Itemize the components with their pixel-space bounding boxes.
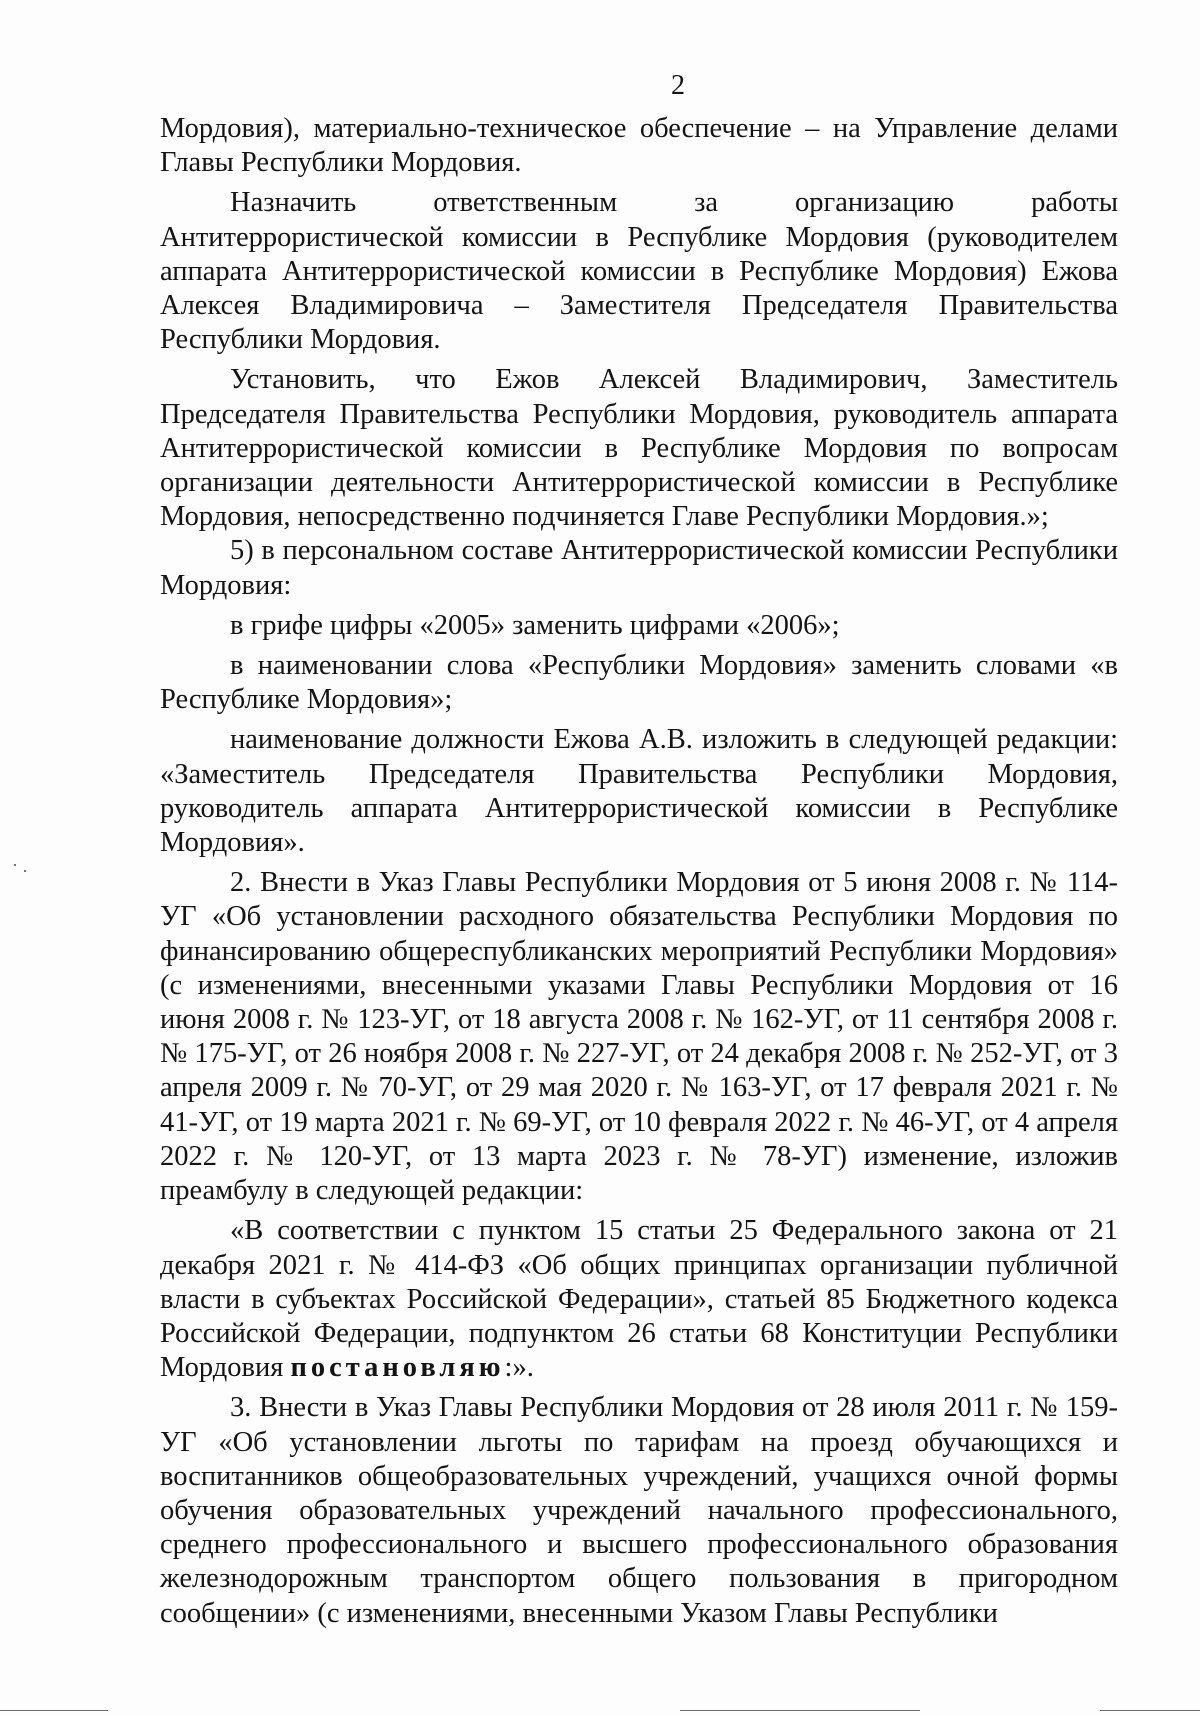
page-number: 2 xyxy=(671,70,685,101)
paragraph-item-5: 5) в персональном составе Антитеррористической комиссии Республики Мордовия: xyxy=(160,535,1118,601)
document-body xyxy=(160,112,1118,1631)
paragraph-continuation: Мордовия), материально-техническое обеспечение – на Управление делами Главы Республики Мордовия. xyxy=(160,113,1118,179)
paragraph-preamble xyxy=(160,1214,1118,1385)
preamble-text: «В соответствии с пунктом 15 статьи 25 Федерального закона от 21 декабря 2021 г. № 414-ФЗ «Об общих принципах организации публичной власти в субъектах Российской Федерации», статьей 85 Бюджетного кодекса Российской Федерации, подпунктом 26 статьи 68 Конституции Республики Мордовия xyxy=(160,1215,1118,1384)
decree-tail: :». xyxy=(504,1352,534,1384)
scan-edge-line xyxy=(0,1710,108,1711)
paragraph-stamp-replacement: в грифе цифры «2005» заменить цифрами «2006»; xyxy=(230,609,840,641)
scan-edge-line xyxy=(1100,1710,1200,1711)
decree-word: постановляю xyxy=(290,1352,505,1384)
paragraph-establish-subordination: Установить, что Ежов Алексей Владимирович, Заместитель Председателя Правительства Республики Мордовия, руководитель аппарата Антитеррористической комиссии в Республике Мордовия по вопросам организации деятельности Антитеррористической комиссии в Республике Мордовия, непосредственно подчиняется Главе Республики Мордовия.»; xyxy=(160,364,1118,533)
scan-edge-line xyxy=(680,1710,920,1711)
scan-artifact xyxy=(24,870,26,872)
paragraph-position-wording: наименование должности Ежова А.В. изложить в следующей редакции: «Заместитель Председателя Правительства Республики Мордовия, руководитель аппарата Антитеррористической комиссии в Республике Мордовия». xyxy=(160,724,1118,859)
paragraph-appoint-responsible: Назначить ответственным за организацию работы Антитеррористической комиссии в Республике Мордовия (руководителем аппарата Антитеррористической комиссии в Республике Мордовия) Ежова Алексея Владимировича – Заместителя Председателя Правительства Республики Мордовия. xyxy=(160,187,1118,356)
paragraph-name-replacement: в наименовании слова «Республики Мордовия» заменить словами «в Республике Мордовия»; xyxy=(160,650,1118,716)
paragraph-section-2: 2. Внести в Указ Главы Республики Мордовия от 5 июня 2008 г. № 114-УГ «Об установлении расходного обязательства Республики Мордовия по финансированию общереспубликанских мероприятий Республики Мордовия» (с изменениями, внесенными указами Главы Республики Мордовия от 16 июня 2008 г. № 123-УГ, от 18 августа 2008 г. № 162-УГ, от 11 сентября 2008 г. № 175-УГ, от 26 ноября 2008 г. № 227-УГ, от 24 декабря 2008 г. № 252-УГ, от 3 апреля 2009 г. № 70-УГ, от 29 мая 2020 г. № 163-УГ, от 17 февраля 2021 г. № 41-УГ, от 19 марта 2021 г. № 69-УГ, от 10 февраля 2022 г. № 46-УГ, от 4 апреля 2022 г. № 120-УГ, от 13 марта 2023 г. № 78-УГ) изменение, изложив преамбулу в следующей редакции: xyxy=(160,867,1118,1207)
scan-artifact xyxy=(14,864,16,866)
paragraph-section-3: 3. Внести в Указ Главы Республики Мордовия от 28 июля 2011 г. № 159-УГ «Об установлении льготы по тарифам на проезд обучающихся и воспитанников общеобразовательных учреждений, учащихся очной формы обучения образовательных учреждений начального профессионального, среднего профессионального и высшего профессионального образования железнодорожным транспортом общего пользования в пригородном сообщении» (с изменениями, внесенными Указом Главы Республики xyxy=(160,1392,1118,1629)
